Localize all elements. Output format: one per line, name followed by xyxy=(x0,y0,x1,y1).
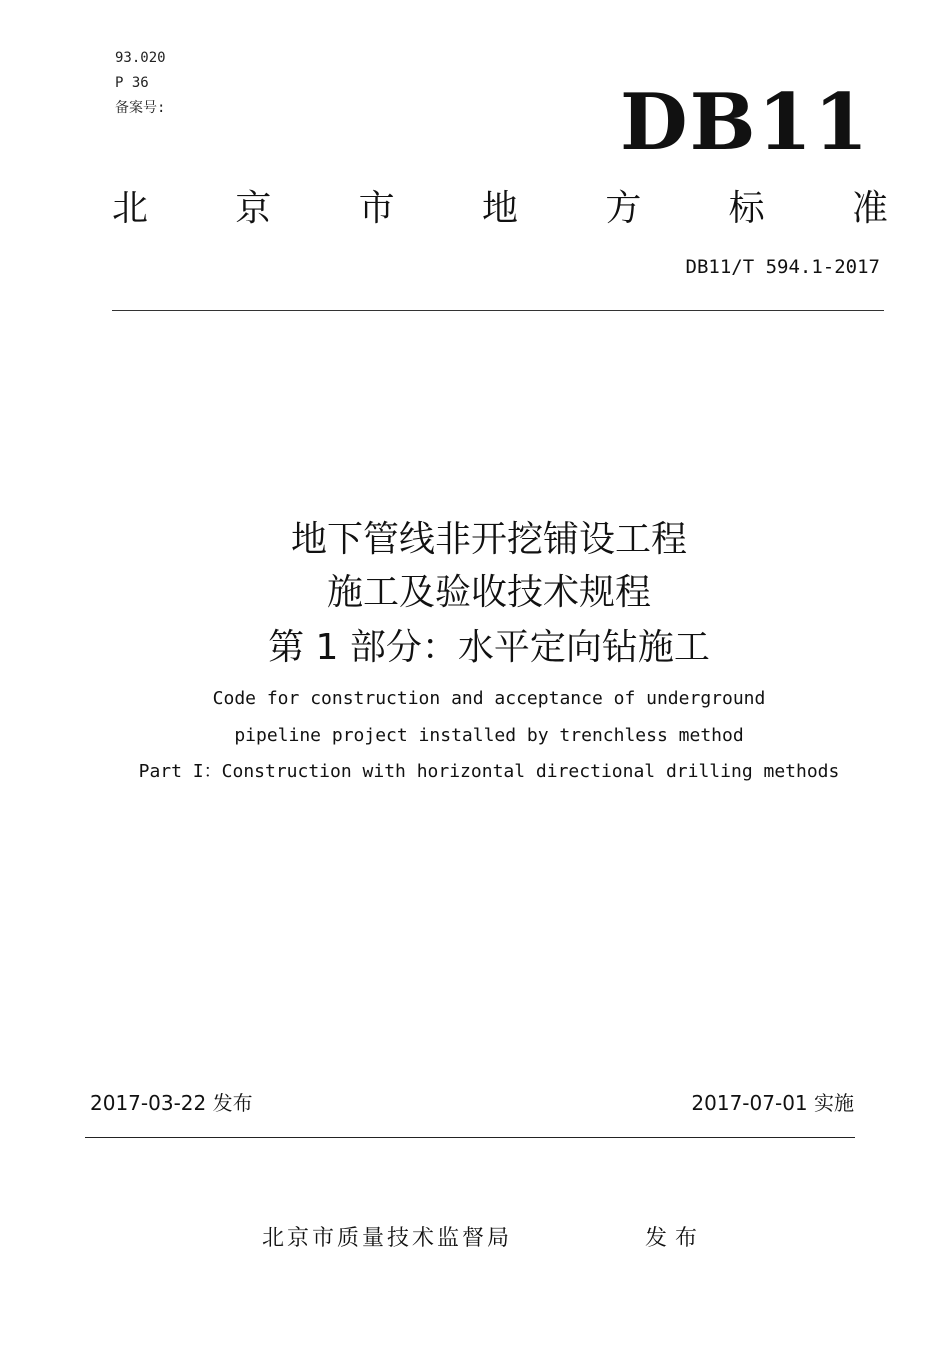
title-en-line-3: Part I：Construction with horizontal directional drilling methods xyxy=(138,761,840,782)
implementation-date: 2017-07-01 实施 xyxy=(691,1091,854,1115)
ics-code: 93.020 xyxy=(115,50,166,66)
standard-kind-char: 准 xyxy=(851,188,888,229)
title-en-line-2: pipeline project installed by trenchless method xyxy=(234,725,744,746)
standard-kind-char: 地 xyxy=(481,188,518,229)
title-cn-line-1: 地下管线非开挖铺设工程 xyxy=(290,519,687,560)
issuing-authority: 北京市质量技术监督局 xyxy=(262,1226,513,1251)
title-cn-line-3: 第 1 部分：水平定向钻施工 xyxy=(268,627,710,668)
footer-divider xyxy=(85,1137,855,1138)
standard-kind-char: 京 xyxy=(235,188,272,229)
title-en-line-1: Code for construction and acceptance of underground xyxy=(212,688,766,709)
standard-number: DB11/T 594.1-2017 xyxy=(685,256,880,278)
standard-kind-char: 方 xyxy=(605,188,642,229)
ccs-code: P 36 xyxy=(115,75,149,91)
publish-label: 发布 xyxy=(645,1226,706,1251)
issue-date: 2017-03-22 发布 xyxy=(90,1091,253,1115)
standard-kind-char: 标 xyxy=(728,188,765,229)
title-cn-line-2: 施工及验收技术规程 xyxy=(326,572,651,613)
header-divider xyxy=(112,310,884,311)
filing-number-label: 备案号: xyxy=(115,100,166,116)
standard-kind-heading xyxy=(112,184,888,234)
standard-kind-char: 市 xyxy=(358,188,395,229)
standard-logo: DB11 xyxy=(620,77,871,168)
standard-kind-char: 北 xyxy=(112,188,149,229)
